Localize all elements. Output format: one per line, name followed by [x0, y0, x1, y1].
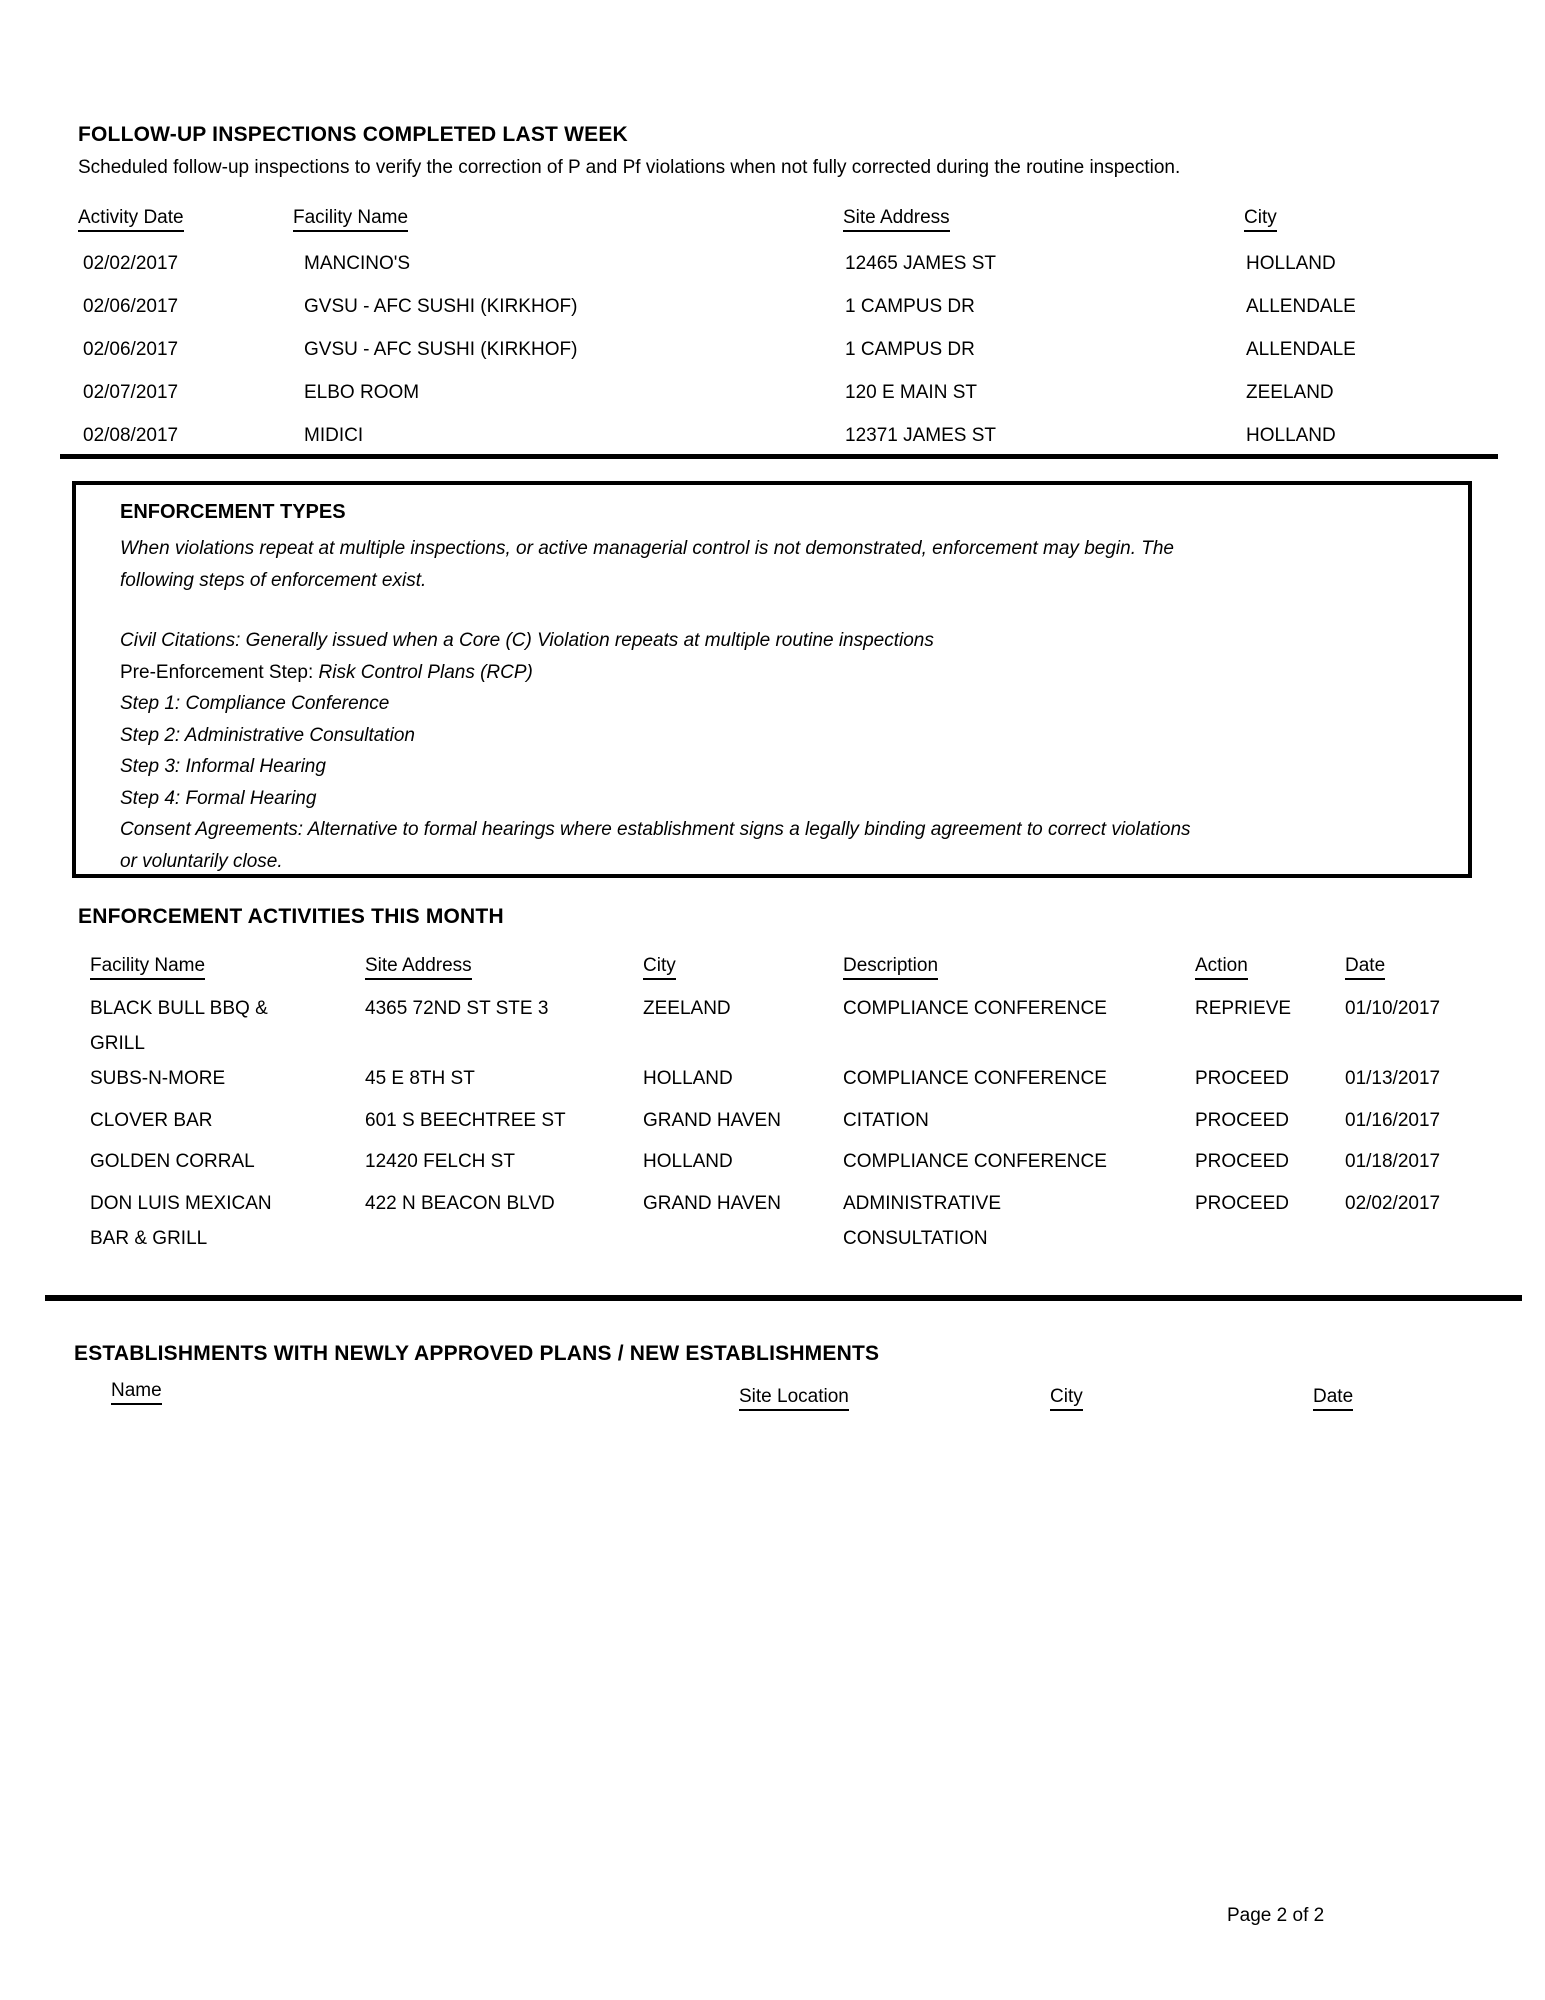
enforcement-types-box [72, 481, 1472, 878]
facility-name-cell: DON LUIS MEXICAN BAR & GRILL [90, 1193, 272, 1249]
followup-col-facility-name: Facility Name [293, 207, 408, 232]
activities-col-site-address: Site Address [365, 955, 472, 980]
followup-col-activity-date: Activity Date [78, 207, 184, 232]
site-address-cell: 120 E MAIN ST [845, 382, 977, 403]
item-text: Step 1: Compliance Conference [120, 693, 390, 714]
site-address-cell: 4365 72ND ST STE 3 [365, 998, 549, 1019]
site-address-cell: 12420 FELCH ST [365, 1151, 515, 1172]
followup-col-site-address: Site Address [843, 207, 950, 232]
enforcement-type-item [120, 751, 1205, 783]
facility-name-cell: ELBO ROOM [304, 382, 420, 403]
item-text: Step 4: Formal Hearing [120, 787, 317, 809]
newest-col-site-location: Site Location [739, 1386, 849, 1411]
activity-date-cell: 02/07/2017 [83, 382, 179, 403]
item-text: Step 3: Informal Hearing [120, 756, 326, 777]
city-cell: HOLLAND [643, 1151, 733, 1172]
newest-col-date: Date [1313, 1386, 1353, 1411]
facility-name-cell: SUBS-N-MORE [90, 1068, 226, 1089]
enforcement-activities-title: ENFORCEMENT ACTIVITIES THIS MONTH [78, 905, 504, 928]
item-text: Step 2: Administrative Consultation [120, 724, 416, 746]
activities-col-description: Description [843, 955, 938, 980]
enforcement-type-item [120, 657, 1205, 689]
action-cell: REPRIEVE [1195, 998, 1292, 1019]
action-cell: PROCEED [1195, 1151, 1289, 1172]
date-cell: 01/13/2017 [1345, 1068, 1441, 1089]
description-cell: COMPLIANCE CONFERENCE [843, 1151, 1107, 1172]
newest-col-name: Name [111, 1380, 162, 1405]
site-address-cell: 422 N BEACON BLVD [365, 1193, 555, 1214]
activities-col-date: Date [1345, 955, 1385, 980]
city-cell: GRAND HAVEN [643, 1110, 781, 1131]
city-cell: ALLENDALE [1246, 296, 1356, 317]
action-cell: PROCEED [1195, 1068, 1289, 1089]
activities-col-city: City [643, 955, 676, 980]
enforcement-type-item [120, 814, 1205, 877]
item-text: Consent Agreements: Alternative to formal hearings where establishment signs a legally binding agreement to correct violations or voluntarily close. [120, 819, 1191, 872]
enforcement-type-item [120, 783, 1205, 815]
site-address-cell: 12465 JAMES ST [845, 253, 997, 274]
date-cell: 01/18/2017 [1345, 1151, 1441, 1172]
followup-section-title: FOLLOW-UP INSPECTIONS COMPLETED LAST WEEK [78, 123, 628, 146]
item-text: Civil Citations: Generally issued when a Core (C) Violation repeats at multiple routine inspections [120, 630, 934, 651]
activities-col-action: Action [1195, 955, 1248, 980]
activity-date-cell: 02/06/2017 [83, 339, 179, 360]
action-cell: PROCEED [1195, 1193, 1289, 1214]
item-prefix: Pre-Enforcement Step: [120, 661, 319, 683]
activities-col-facility-name: Facility Name [90, 955, 205, 980]
site-address-cell: 1 CAMPUS DR [845, 296, 975, 317]
description-cell: COMPLIANCE CONFERENCE [843, 998, 1107, 1019]
city-cell: HOLLAND [1246, 425, 1336, 446]
facility-name-cell: GVSU - AFC SUSHI (KIRKHOF) [304, 296, 578, 317]
site-address-cell: 601 S BEECHTREE ST [365, 1110, 566, 1131]
city-cell: ZEELAND [1246, 382, 1334, 403]
facility-name-cell: MIDICI [304, 425, 364, 446]
enforcement-types-intro: When violations repeat at multiple inspections, or active managerial control is not demonstrated, enforcement may begin. The following steps of enforcement exist. [120, 538, 1174, 591]
enforcement-type-item [120, 625, 1205, 657]
date-cell: 02/02/2017 [1345, 1193, 1441, 1214]
city-cell: GRAND HAVEN [643, 1193, 781, 1214]
site-address-cell: 12371 JAMES ST [845, 425, 997, 446]
activity-date-cell: 02/08/2017 [83, 425, 179, 446]
action-cell: PROCEED [1195, 1110, 1289, 1131]
city-cell: ZEELAND [643, 998, 731, 1019]
facility-name-cell: GVSU - AFC SUSHI (KIRKHOF) [304, 339, 578, 360]
followup-section-subtitle: Scheduled follow-up inspections to verify the correction of P and Pf violations when not fully corrected during the routine inspection. [78, 157, 1181, 178]
item-text: Risk Control Plans (RCP) [318, 661, 533, 683]
site-address-cell: 45 E 8TH ST [365, 1068, 475, 1089]
description-cell: COMPLIANCE CONFERENCE [843, 1068, 1107, 1089]
enforcement-types-title: ENFORCEMENT TYPES [120, 501, 346, 523]
enforcement-type-item [120, 688, 1205, 720]
newest-col-city: City [1050, 1386, 1083, 1411]
enforcement-types-list [120, 625, 1428, 877]
section-divider-rule [45, 1295, 1522, 1301]
facility-name-cell: BLACK BULL BBQ & GRILL [90, 998, 268, 1054]
city-cell: HOLLAND [1246, 253, 1336, 274]
section-divider-rule [60, 454, 1498, 459]
facility-name-cell: CLOVER BAR [90, 1110, 213, 1131]
new-establishments-title: ESTABLISHMENTS WITH NEWLY APPROVED PLANS / NEW ESTABLISHMENTS [74, 1342, 880, 1365]
facility-name-cell: MANCINO'S [304, 253, 411, 274]
page-number-label: Page 2 of 2 [1227, 1905, 1325, 1926]
activity-date-cell: 02/02/2017 [83, 253, 179, 274]
followup-col-city: City [1244, 207, 1277, 232]
activity-date-cell: 02/06/2017 [83, 296, 179, 317]
description-cell: CITATION [843, 1110, 929, 1131]
date-cell: 01/16/2017 [1345, 1110, 1441, 1131]
site-address-cell: 1 CAMPUS DR [845, 339, 975, 360]
city-cell: HOLLAND [643, 1068, 733, 1089]
description-cell: ADMINISTRATIVE CONSULTATION [843, 1193, 1001, 1249]
date-cell: 01/10/2017 [1345, 998, 1441, 1019]
facility-name-cell: GOLDEN CORRAL [90, 1151, 255, 1172]
enforcement-type-item [120, 720, 1205, 752]
city-cell: ALLENDALE [1246, 339, 1356, 360]
